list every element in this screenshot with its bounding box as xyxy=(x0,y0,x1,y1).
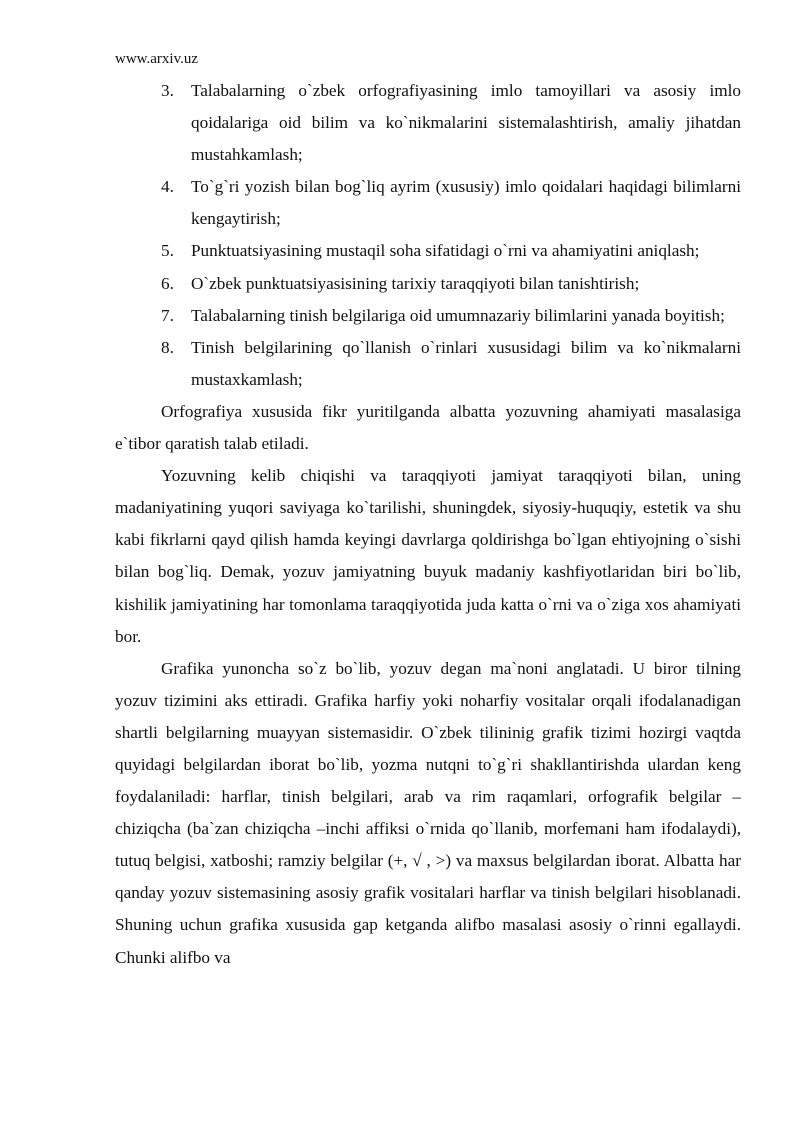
list-item xyxy=(115,171,741,235)
list-item-number: 6. xyxy=(161,273,174,293)
list-item-number: 3. xyxy=(161,81,174,100)
list-item-text: O`zbek punktuatsiyasisining tarixiy taraqqiyoti bilan tanishtirish; xyxy=(191,273,640,293)
list-item-number: 5. xyxy=(161,241,174,261)
site-header: www.arxiv.uz xyxy=(115,51,199,67)
list-item-text: Talabalarning tinish belgilariga oid umumnazariy bilimlarini yanada boyitish; xyxy=(191,305,725,325)
list-item-text: Talabalarning o`zbek orfografiyasining imlo tamoyillari va asosiy imlo qoidalariga oid bilim va ko`nikmalarini sistemalashtirish, amaliy jihatdan mustahkamlash; xyxy=(191,81,741,165)
list-item-text: To`g`ri yozish bilan bog`liq ayrim (xususiy) imlo qoidalari haqidagi bilimlarni kengaytirish; xyxy=(191,177,741,229)
list-item-number: 7. xyxy=(161,305,174,325)
list-item xyxy=(115,332,741,396)
list-item xyxy=(115,268,741,300)
list-item xyxy=(115,235,741,267)
paragraph-orthography: Orfografiya xususida fikr yuritilganda albatta yozuvning ahamiyati masalasiga e`tibor qaratish talab etiladi. xyxy=(115,401,741,454)
list-item-text: Tinish belgilarining qo`llanish o`rinlari xususidagi bilim va ko`nikmalarni mustaxkamlash; xyxy=(191,337,741,389)
list-item-number: 4. xyxy=(161,177,174,197)
page-content xyxy=(115,75,741,974)
list-item xyxy=(115,300,741,332)
list-item-text: Punktuatsiyasining mustaqil soha sifatidagi o`rni va ahamiyatini aniqlash; xyxy=(191,241,700,261)
paragraph-graphics: Grafika yunoncha so`z bo`lib, yozuv degan ma`noni anglatadi. U biror tilning yozuv tizimini aks ettiradi. Grafika harfiy yoki noharfiy vositalar orqali ifodalanadigan shartli belgilarning muayyan sistemasidir. O`zbek tilininig grafik tizimi hozirgi vaqtda quyidagi belgilardan iborat bo`lib, yozma nutqni to`g`ri shakllantirishda ulardan keng foydalaniladi: harflar, tinish belgilari, arab va rim raqamlari, orfografik belgilar – chiziqcha (ba`zan chiziqcha –inchi affiksi o`rnida qo`llanib, morfemani ham ifodalaydi), tutuq belgisi, xatboshi; ramziy belgilar (+, √ , >) va maxsus belgilardan iborat. Albatta har qanday yozuv sistemasining asosiy grafik vositalari harflar va tinish belgilari hisoblanadi. Shuning uchun grafika xususida gap ketganda alifbo masalasi asosiy o`rinni egallaydi. Chunki alifbo va xyxy=(115,658,741,967)
objectives-list xyxy=(115,75,741,396)
list-item-number: 8. xyxy=(161,337,174,357)
paragraph-writing-origin: Yozuvning kelib chiqishi va taraqqiyoti jamiyat taraqqiyoti bilan, uning madaniyatining yuqori saviyaga ko`tarilishi, shuningdek, siyosiy-huquqiy, estetik va shu kabi fikrlarni qayd qilish hamda keyingi davrlarga qoldirishga bo`lgan ehtiyojning o`sishi bilan bog`liq. Demak, yozuv jamiyatning buyuk madaniy kashfiyotlaridan biri bo`lib, kishilik jamiyatining har tomonlama taraqqiyotida juda katta o`rni va o`ziga xos ahamiyati bor. xyxy=(115,466,741,646)
list-item xyxy=(115,75,741,171)
